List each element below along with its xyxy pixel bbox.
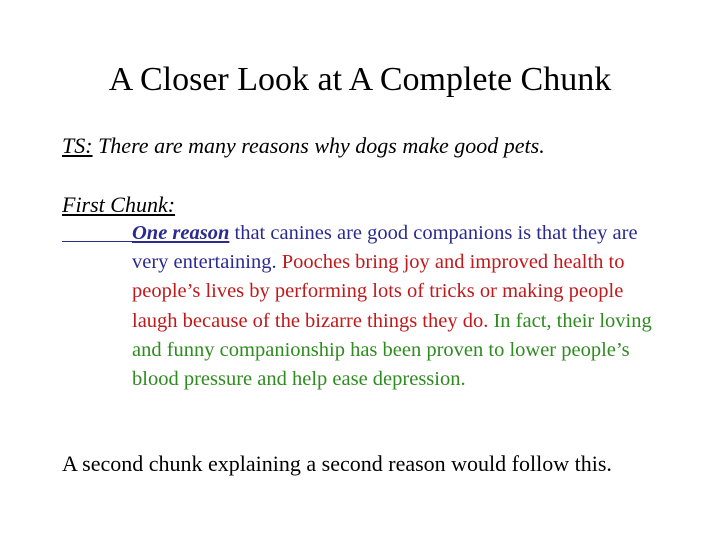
topic-sentence-text: There are many reasons why dogs make good pets. (92, 133, 545, 158)
closing-note: A second chunk explaining a second reason would follow this. (62, 451, 612, 476)
first-chunk-label: First Chunk: (62, 192, 176, 217)
chunk-topic-sentence: that canines are good companions is that they are very entertaining. (132, 222, 638, 274)
chunk-topic-phrase: One reason (132, 222, 230, 244)
first-chunk-paragraph (132, 219, 672, 394)
topic-sentence (62, 132, 545, 160)
slide-title: A Closer Look at A Complete Chunk (108, 61, 612, 98)
chunk-commentary: In fact, their loving and funny companionship has been proven to lower people’s blood pressure and help ease depression. (132, 309, 652, 391)
chunk-evidence: Pooches bring joy and improved health to people’s lives by performing lots of tricks or making people laugh because of the bizarre things they do. (132, 251, 625, 332)
topic-sentence-label: TS: (62, 133, 93, 158)
indent-underline (62, 241, 132, 242)
